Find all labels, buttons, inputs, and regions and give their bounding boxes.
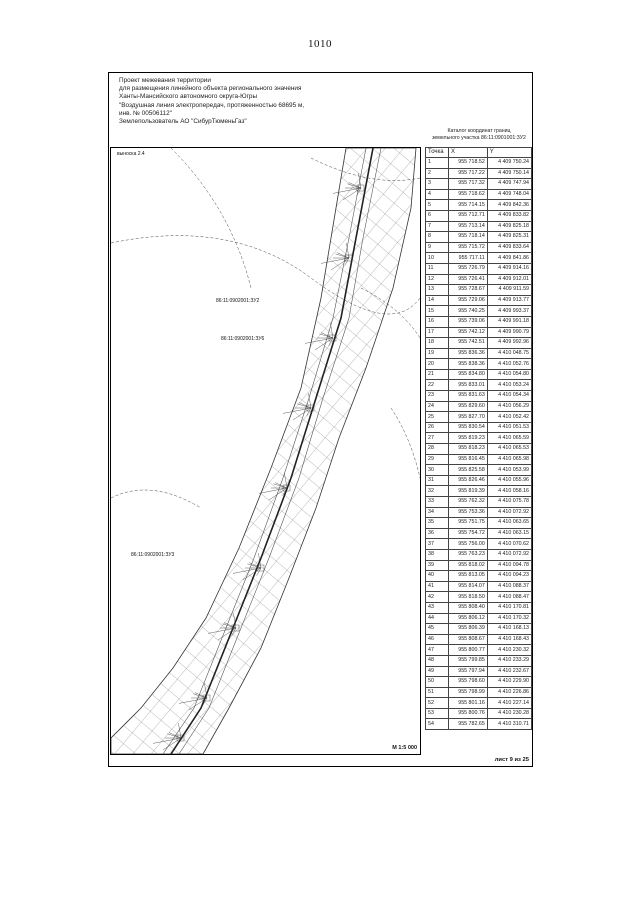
point-cell: 18 (426, 338, 449, 349)
point-cell: 4 (426, 189, 449, 200)
table-row (426, 210, 532, 221)
point-cell: 3 (426, 179, 449, 190)
point-cell: 21 (426, 369, 449, 380)
header-line: Землепользователь АО "СибурТюменьГаз" (119, 118, 247, 126)
point-cell: 10 (426, 253, 449, 264)
y-coordinate-cell: 4 409 747.94 (487, 179, 531, 190)
table-row (426, 549, 532, 560)
table-row (426, 306, 532, 317)
y-header: Y (487, 148, 531, 158)
y-coordinate-cell: 4 410 072.92 (487, 507, 531, 518)
y-coordinate-cell: 4 410 170.32 (487, 613, 531, 624)
y-coordinate-cell: 4 410 065.98 (487, 454, 531, 465)
point-cell: 43 (426, 602, 449, 613)
table-header-row (426, 148, 532, 158)
y-coordinate-cell: 4 410 170.81 (487, 602, 531, 613)
table-row (426, 200, 532, 211)
x-coordinate-cell: 955 717.32 (449, 179, 488, 190)
y-coordinate-cell: 4 410 230.32 (487, 645, 531, 656)
x-coordinate-cell: 955 827.70 (449, 412, 488, 423)
y-coordinate-cell: 4 410 052.76 (487, 359, 531, 370)
point-cell: 27 (426, 433, 449, 444)
x-coordinate-cell: 955 718.52 (449, 158, 488, 169)
y-coordinate-cell: 4 410 058.16 (487, 486, 531, 497)
table-row (426, 232, 532, 243)
table-row (426, 285, 532, 296)
point-cell: 15 (426, 306, 449, 317)
coordinates-table-body (426, 158, 532, 730)
x-coordinate-cell: 955 782.65 (449, 719, 488, 730)
corridor-area (111, 148, 416, 754)
parcel-label: 86:11:0902001:ЗУ3 (131, 552, 175, 558)
y-coordinate-cell: 4 410 226.86 (487, 687, 531, 698)
x-coordinate-cell: 955 801.16 (449, 698, 488, 709)
table-row (426, 677, 532, 688)
point-cell: 41 (426, 581, 449, 592)
table-row (426, 486, 532, 497)
x-coordinate-cell: 955 798.60 (449, 677, 488, 688)
y-coordinate-cell: 4 410 052.42 (487, 412, 531, 423)
catalog-title-line: земельного участка 86:11:0901001:ЗУ2 (432, 134, 526, 141)
point-cell: 38 (426, 549, 449, 560)
y-coordinate-cell: 4 410 048.75 (487, 348, 531, 359)
point-cell: 17 (426, 327, 449, 338)
point-cell: 45 (426, 624, 449, 635)
y-coordinate-cell: 4 410 168.43 (487, 634, 531, 645)
point-cell: 2 (426, 168, 449, 179)
table-row (426, 401, 532, 412)
y-coordinate-cell: 4 409 993.37 (487, 306, 531, 317)
drawing-sheet (108, 72, 533, 767)
x-coordinate-cell: 955 742.51 (449, 338, 488, 349)
point-cell: 29 (426, 454, 449, 465)
table-row (426, 179, 532, 190)
table-row (426, 369, 532, 380)
table-row (426, 253, 532, 264)
x-coordinate-cell: 955 718.62 (449, 189, 488, 200)
y-coordinate-cell: 4 410 065.53 (487, 444, 531, 455)
point-cell: 42 (426, 592, 449, 603)
x-coordinate-cell: 955 826.46 (449, 475, 488, 486)
x-coordinate-cell: 955 800.76 (449, 708, 488, 719)
x-coordinate-cell: 955 713.14 (449, 221, 488, 232)
y-coordinate-cell: 4 410 070.62 (487, 539, 531, 550)
x-coordinate-cell: 955 836.36 (449, 348, 488, 359)
y-coordinate-cell: 4 410 075.78 (487, 497, 531, 508)
header-line: Ханты-Мансийского автономного округа-Югры (119, 93, 258, 101)
x-coordinate-cell: 955 831.63 (449, 391, 488, 402)
point-cell: 36 (426, 528, 449, 539)
point-cell: 46 (426, 634, 449, 645)
catalog-title-line: Каталог координат границ (447, 128, 511, 134)
point-cell: 13 (426, 285, 449, 296)
table-row (426, 539, 532, 550)
table-row (426, 645, 532, 656)
x-coordinate-cell: 955 762.32 (449, 497, 488, 508)
y-coordinate-cell: 4 410 065.59 (487, 433, 531, 444)
table-row (426, 497, 532, 508)
y-coordinate-cell: 4 410 054.34 (487, 391, 531, 402)
point-cell: 7 (426, 221, 449, 232)
point-cell: 37 (426, 539, 449, 550)
x-coordinate-cell: 955 800.77 (449, 645, 488, 656)
y-coordinate-cell: 4 410 227.14 (487, 698, 531, 709)
table-row (426, 655, 532, 666)
table-row (426, 698, 532, 709)
x-coordinate-cell: 955 714.15 (449, 200, 488, 211)
table-row (426, 465, 532, 476)
point-cell: 11 (426, 263, 449, 274)
table-row (426, 263, 532, 274)
table-row (426, 189, 532, 200)
header-line: Проект межевания территории (119, 77, 211, 84)
x-coordinate-cell: 955 763.23 (449, 549, 488, 560)
y-coordinate-cell: 4 409 913.77 (487, 295, 531, 306)
point-cell: 1 (426, 158, 449, 169)
point-cell: 20 (426, 359, 449, 370)
y-coordinate-cell: 4 409 912.01 (487, 274, 531, 285)
point-cell: 34 (426, 507, 449, 518)
x-coordinate-cell: 955 797.94 (449, 666, 488, 677)
y-coordinate-cell: 4 409 825.18 (487, 221, 531, 232)
y-coordinate-cell: 4 409 841.86 (487, 253, 531, 264)
header-line: "Воздушная линия электропередач, протяженностью 68695 м, (119, 101, 305, 109)
y-coordinate-cell: 4 410 230.28 (487, 708, 531, 719)
coordinates-table (425, 147, 532, 730)
table-row (426, 422, 532, 433)
x-coordinate-cell: 955 806.12 (449, 613, 488, 624)
y-coordinate-cell: 4 410 229.90 (487, 677, 531, 688)
y-coordinate-cell: 4 410 310.71 (487, 719, 531, 730)
table-row (426, 581, 532, 592)
y-coordinate-cell: 4 409 750.14 (487, 168, 531, 179)
table-row (426, 708, 532, 719)
header-line: для размещения линейного объекта регионального значения (119, 85, 302, 93)
x-coordinate-cell: 955 756.00 (449, 539, 488, 550)
project-header (119, 77, 419, 126)
y-coordinate-cell: 4 409 748.04 (487, 189, 531, 200)
point-cell: 26 (426, 422, 449, 433)
x-coordinate-cell: 955 813.05 (449, 571, 488, 582)
table-row (426, 412, 532, 423)
table-row (426, 327, 532, 338)
x-coordinate-cell: 955 754.72 (449, 528, 488, 539)
table-row (426, 274, 532, 285)
table-row (426, 571, 532, 582)
x-coordinate-cell: 955 806.39 (449, 624, 488, 635)
y-coordinate-cell: 4 409 992.96 (487, 338, 531, 349)
table-row (426, 433, 532, 444)
y-coordinate-cell: 4 410 063.65 (487, 518, 531, 529)
x-coordinate-cell: 955 816.45 (449, 454, 488, 465)
x-coordinate-cell: 955 717.11 (449, 253, 488, 264)
table-row (426, 475, 532, 486)
parcel-label: 86:11:0902001:ЗУ2 (216, 298, 260, 304)
y-coordinate-cell: 4 409 833.82 (487, 210, 531, 221)
table-row (426, 624, 532, 635)
y-coordinate-cell: 4 409 990.79 (487, 327, 531, 338)
header-line: инв. № 00506112" (119, 109, 172, 117)
x-coordinate-cell: 955 742.12 (449, 327, 488, 338)
y-coordinate-cell: 4 409 842.36 (487, 200, 531, 211)
table-row (426, 295, 532, 306)
catalog-title (425, 128, 533, 141)
point-cell: 49 (426, 666, 449, 677)
point-header: Точка (426, 148, 449, 158)
y-coordinate-cell: 4 409 750.24 (487, 158, 531, 169)
x-coordinate-cell: 955 717.22 (449, 168, 488, 179)
x-coordinate-cell: 955 726.79 (449, 263, 488, 274)
point-cell: 16 (426, 316, 449, 327)
point-cell: 9 (426, 242, 449, 253)
table-row (426, 666, 532, 677)
point-cell: 48 (426, 655, 449, 666)
sheet-number: лист 9 из 25 (494, 757, 529, 763)
y-coordinate-cell: 4 410 088.47 (487, 592, 531, 603)
y-coordinate-cell: 4 410 094.23 (487, 571, 531, 582)
x-coordinate-cell: 955 798.99 (449, 687, 488, 698)
point-cell: 33 (426, 497, 449, 508)
table-row (426, 634, 532, 645)
table-row (426, 613, 532, 624)
point-cell: 50 (426, 677, 449, 688)
point-cell: 40 (426, 571, 449, 582)
y-coordinate-cell: 4 410 072.92 (487, 549, 531, 560)
x-coordinate-cell: 955 726.41 (449, 274, 488, 285)
point-cell: 8 (426, 232, 449, 243)
x-coordinate-cell: 955 818.23 (449, 444, 488, 455)
point-cell: 23 (426, 391, 449, 402)
point-cell: 28 (426, 444, 449, 455)
y-coordinate-cell: 4 409 911.59 (487, 285, 531, 296)
x-coordinate-cell: 955 838.36 (449, 359, 488, 370)
x-coordinate-cell: 955 814.07 (449, 581, 488, 592)
point-cell: 19 (426, 348, 449, 359)
x-coordinate-cell: 955 808.67 (449, 634, 488, 645)
point-cell: 53 (426, 708, 449, 719)
table-row (426, 348, 532, 359)
y-coordinate-cell: 4 410 168.13 (487, 624, 531, 635)
table-row (426, 454, 532, 465)
point-cell: 51 (426, 687, 449, 698)
table-row (426, 528, 532, 539)
y-coordinate-cell: 4 410 233.29 (487, 655, 531, 666)
y-coordinate-cell: 4 409 914.16 (487, 263, 531, 274)
x-coordinate-cell: 955 834.80 (449, 369, 488, 380)
y-coordinate-cell: 4 410 054.80 (487, 369, 531, 380)
map-scale: М 1:5 000 (392, 745, 417, 751)
table-row (426, 518, 532, 529)
table-row (426, 221, 532, 232)
table-row (426, 316, 532, 327)
point-cell: 22 (426, 380, 449, 391)
page-number: 1010 (308, 38, 332, 50)
cadastral-map (110, 147, 421, 755)
point-cell: 32 (426, 486, 449, 497)
x-coordinate-cell: 955 818.02 (449, 560, 488, 571)
y-coordinate-cell: 4 410 094.78 (487, 560, 531, 571)
table-row (426, 444, 532, 455)
point-cell: 12 (426, 274, 449, 285)
y-coordinate-cell: 4 409 991.18 (487, 316, 531, 327)
x-coordinate-cell: 955 830.54 (449, 422, 488, 433)
point-cell: 31 (426, 475, 449, 486)
table-row (426, 359, 532, 370)
point-cell: 14 (426, 295, 449, 306)
y-coordinate-cell: 4 410 055.96 (487, 475, 531, 486)
table-row (426, 338, 532, 349)
x-coordinate-cell: 955 808.40 (449, 602, 488, 613)
point-cell: 35 (426, 518, 449, 529)
y-coordinate-cell: 4 410 088.37 (487, 581, 531, 592)
table-row (426, 391, 532, 402)
point-cell: 39 (426, 560, 449, 571)
point-cell: 6 (426, 210, 449, 221)
table-row (426, 687, 532, 698)
point-cell: 52 (426, 698, 449, 709)
table-row (426, 560, 532, 571)
y-coordinate-cell: 4 410 053.24 (487, 380, 531, 391)
x-coordinate-cell: 955 825.58 (449, 465, 488, 476)
table-row (426, 168, 532, 179)
y-coordinate-cell: 4 409 825.31 (487, 232, 531, 243)
x-coordinate-cell: 955 799.85 (449, 655, 488, 666)
x-coordinate-cell: 955 833.01 (449, 380, 488, 391)
x-coordinate-cell: 955 829.60 (449, 401, 488, 412)
point-cell: 44 (426, 613, 449, 624)
x-coordinate-cell: 955 753.36 (449, 507, 488, 518)
point-cell: 5 (426, 200, 449, 211)
y-coordinate-cell: 4 410 051.53 (487, 422, 531, 433)
table-row (426, 242, 532, 253)
x-coordinate-cell: 955 739.06 (449, 316, 488, 327)
table-row (426, 507, 532, 518)
table-row (426, 592, 532, 603)
x-coordinate-cell: 955 712.71 (449, 210, 488, 221)
map-drawing (111, 148, 420, 754)
point-cell: 24 (426, 401, 449, 412)
x-coordinate-cell: 955 728.67 (449, 285, 488, 296)
x-coordinate-cell: 955 715.72 (449, 242, 488, 253)
x-coordinate-cell: 955 740.25 (449, 306, 488, 317)
point-cell: 25 (426, 412, 449, 423)
y-coordinate-cell: 4 410 053.99 (487, 465, 531, 476)
x-header: X (449, 148, 488, 158)
table-row (426, 158, 532, 169)
parcel-label: 86:11:0902001:ЗУ6 (221, 336, 265, 342)
y-coordinate-cell: 4 410 056.29 (487, 401, 531, 412)
y-coordinate-cell: 4 409 833.64 (487, 242, 531, 253)
table-row (426, 719, 532, 730)
x-coordinate-cell: 955 819.39 (449, 486, 488, 497)
table-row (426, 380, 532, 391)
point-cell: 47 (426, 645, 449, 656)
x-coordinate-cell: 955 819.23 (449, 433, 488, 444)
y-coordinate-cell: 4 410 232.67 (487, 666, 531, 677)
y-coordinate-cell: 4 410 063.15 (487, 528, 531, 539)
x-coordinate-cell: 955 718.14 (449, 232, 488, 243)
point-cell: 54 (426, 719, 449, 730)
x-coordinate-cell: 955 818.50 (449, 592, 488, 603)
inset-label: выноска 2.4 (117, 151, 145, 157)
table-row (426, 602, 532, 613)
x-coordinate-cell: 955 729.06 (449, 295, 488, 306)
x-coordinate-cell: 955 751.75 (449, 518, 488, 529)
point-cell: 30 (426, 465, 449, 476)
